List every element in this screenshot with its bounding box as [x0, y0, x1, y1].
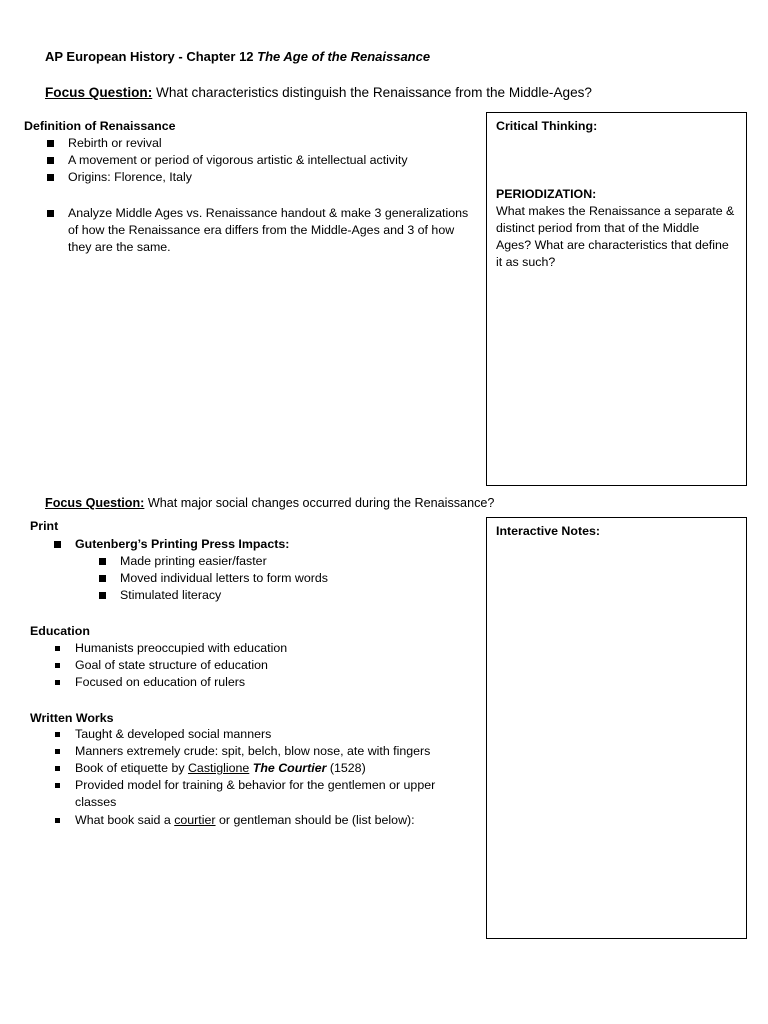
print-list — [52, 536, 472, 553]
list-item-courtier — [52, 812, 472, 829]
courtier-word: courtier — [174, 813, 216, 827]
focus-question-2-text: What major social changes occurred during the Renaissance? — [147, 496, 495, 510]
title-italic: The Age of the Renaissance — [257, 49, 431, 64]
education-heading: Education — [30, 624, 90, 638]
interactive-notes-box — [486, 517, 747, 939]
list-item: A movement or period of vigorous artistic & intellectual activity — [45, 152, 485, 169]
list-item: Goal of state structure of education — [52, 657, 472, 674]
focus-question-2 — [45, 495, 494, 512]
focus-question-1 — [45, 84, 592, 101]
list-item: Analyze Middle Ages vs. Renaissance handout & make 3 generalizations of how the Renaissance era differs from the Middle-Ages and 3 of how they are the same. — [45, 205, 477, 256]
print-heading: Print — [30, 519, 59, 533]
focus-question-1-text: What characteristics distinguish the Renaissance from the Middle-Ages? — [156, 85, 592, 100]
list-item: Made printing easier/faster — [97, 553, 477, 570]
gutenberg-heading: Gutenberg’s Printing Press Impacts: — [52, 536, 472, 553]
courtier-suffix: or gentleman should be (list below): — [218, 813, 415, 827]
periodization-text: What makes the Renaissance a separate & distinct period from that of the Middle Ages? What are characteristics that define it as such? — [496, 204, 735, 269]
etiquette-prefix: Book of etiquette by — [75, 761, 185, 775]
list-item: Rebirth or revival — [45, 135, 485, 152]
page-title — [45, 48, 430, 65]
list-item: Focused on education of rulers — [52, 674, 472, 691]
critical-thinking-heading: Critical Thinking: — [496, 119, 598, 133]
courtier-prefix: What book said a — [75, 813, 171, 827]
list-item: Moved individual letters to form words — [97, 570, 477, 587]
written-works-list — [52, 726, 472, 829]
focus-question-2-label: Focus Question: — [45, 496, 145, 510]
list-item: Manners extremely crude: spit, belch, blow nose, ate with fingers — [52, 743, 472, 760]
etiquette-book: The Courtier — [252, 761, 327, 775]
list-item: Provided model for training & behavior for the gentlemen or upper classes — [52, 777, 460, 811]
education-list — [52, 640, 472, 691]
critical-thinking-box — [486, 112, 747, 486]
definition-list — [45, 135, 485, 186]
interactive-notes-heading: Interactive Notes: — [496, 524, 600, 538]
list-item: Stimulated literacy — [97, 587, 477, 604]
written-works-heading: Written Works — [30, 711, 114, 725]
list-item: Humanists preoccupied with education — [52, 640, 472, 657]
list-item-etiquette — [52, 760, 472, 777]
list-item: Origins: Florence, Italy — [45, 169, 485, 186]
list-item: Taught & developed social manners — [52, 726, 472, 743]
analyze-list — [45, 205, 477, 256]
etiquette-year: (1528) — [329, 761, 366, 775]
periodization-heading: PERIODIZATION: — [496, 187, 597, 201]
etiquette-author: Castiglione — [187, 761, 250, 775]
gutenberg-list — [97, 553, 477, 604]
title-prefix: AP European History - Chapter 12 — [45, 49, 254, 64]
focus-question-1-label: Focus Question: — [45, 85, 153, 100]
definition-heading: Definition of Renaissance — [24, 119, 176, 133]
